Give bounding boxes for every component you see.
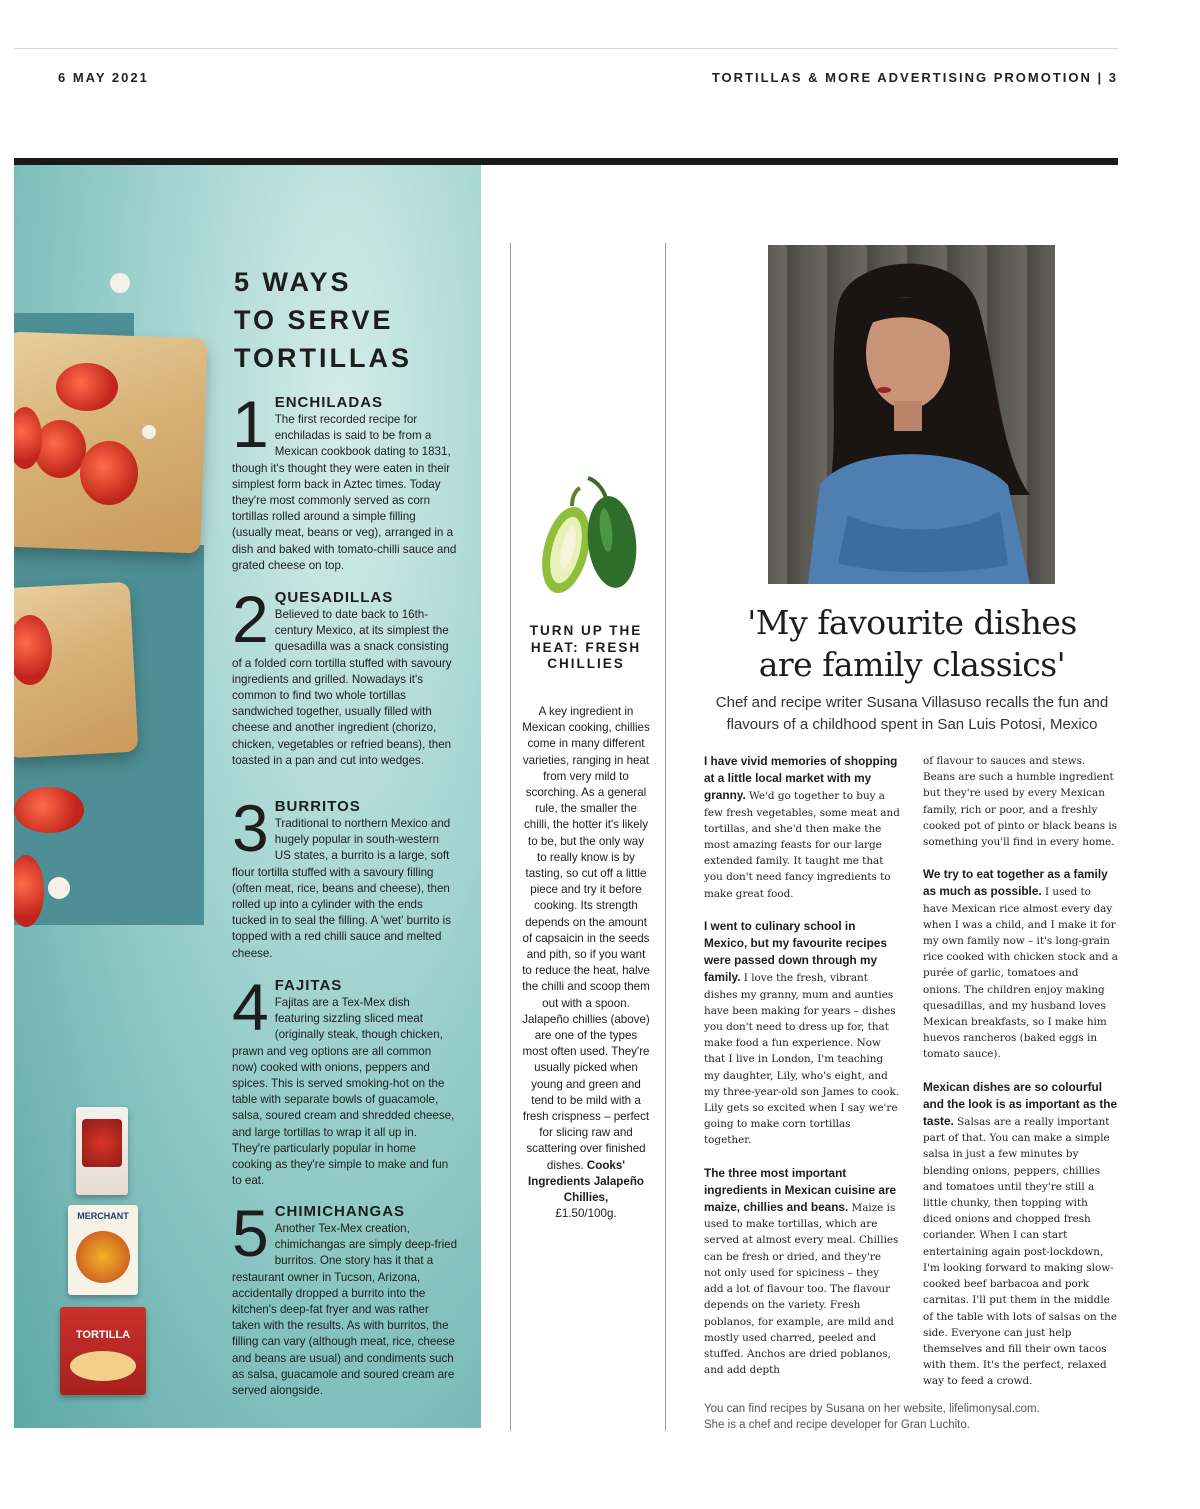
merchant-label: MERCHANT <box>77 1211 129 1221</box>
paragraph-text: Maize is used to make tortillas, which are served at almost every meal. Chillies can be fresh or dried, and they're not only used for spiciness – they add a lot of flavour too. The flavour depends on the variety. Fresh poblanos, for example, are mild and mostly used charred, peeled and stuffed. Anchos are dried poblanos, and add depth <box>704 1202 899 1377</box>
article-footnote <box>704 1401 1124 1433</box>
paragraph-text: Salsas are a really important part of that. You can make a simple salsa in just a few minutes by blending onions, peppers, chillies and tomatoes until they're still a little chunky, then topping with diced onions and chopped fresh coriander. When I can start entertaining again post-lockdown, I'm looking forward to making slow-cooked beef barbacoa and pork carnitas. I'll put them in the middle of the table with lots of salsas on the side. Everyone can just help themselves and fill their own tacos with them. It's the perfect, relaxed way to feed a crowd. <box>923 1116 1117 1388</box>
tomato-slice <box>56 363 118 411</box>
cream-drop <box>142 425 156 439</box>
column-divider <box>510 243 511 1431</box>
way-heading: FAJITAS <box>274 977 343 994</box>
way-text: The first recorded recipe for enchiladas is said to be from a Mexican cookbook dating to 1831, though it's thought they were eaten in their simplest form back in Aztec times. Today they're most commonly served as corn tortillas rolled around a simple filling (usually meat, beans or veg), arranged in a dish and baked with tomato-chilli sauce and grated cheese on top. <box>232 413 457 572</box>
article-paragraph <box>704 1165 900 1379</box>
section-rule <box>14 158 1118 165</box>
way-number: 1 <box>232 387 269 461</box>
column-divider <box>665 243 666 1431</box>
tomato-slice <box>14 787 84 833</box>
ways-title-line: 5 WAYS <box>234 267 352 297</box>
tortilla-product-pack <box>60 1307 146 1395</box>
merchant-product-pack <box>68 1205 138 1295</box>
way-number: 3 <box>232 791 269 865</box>
tomato-slice <box>34 420 86 478</box>
tortilla-label: TORTILLA <box>75 1329 131 1341</box>
article-standfirst: Chef and recipe writer Susana Villasuso recalls the fun and flavours of a childhood spent in San Luis Potosi, Mexico <box>715 694 1109 733</box>
chilli-title: TURN UP THE HEAT: FRESH CHILLIES <box>529 623 643 671</box>
ways-title <box>234 263 464 377</box>
way-number: 5 <box>232 1196 269 1270</box>
jalapeno-chillies-image <box>528 470 648 600</box>
way-heading: CHIMICHANGAS <box>274 1203 406 1220</box>
article-column-2 <box>923 753 1119 1406</box>
paragraph-lead: The three most important ingredients in Mexican cuisine are maize, chillies and beans. <box>704 1165 897 1215</box>
paragraph-text: of flavour to sauces and stews. Beans are such a humble ingredient but they're used by every Mexican family, rich or poor, and a freshly cooked pot of pinto or black beans is something you'll find in every home. <box>923 755 1118 849</box>
way-item-enchiladas <box>232 387 458 574</box>
paragraph-lead: We try to eat together as a family as much as possible. <box>923 867 1108 899</box>
article-paragraph <box>923 1079 1119 1390</box>
paragraph-text: I love the fresh, vibrant dishes my granny, mum and aunties have been making for years – dishes you don't need to dress up for, that make food a fun experience. Now that I live in London, I'm teaching my daughter, Lily, who's eight, and my three-year-old son James to cook. Lily gets so excited when I say we're going to make corn tortillas together. <box>704 972 900 1147</box>
article-paragraph <box>923 866 1119 1062</box>
tomato-product-pack <box>76 1107 128 1195</box>
way-item-burritos <box>232 791 458 962</box>
article-paragraph <box>704 918 900 1149</box>
cream-drop <box>48 877 70 899</box>
portrait-photo <box>768 245 1055 584</box>
ways-title-line: TO SERVE <box>234 305 394 335</box>
section-title: TORTILLAS & MORE ADVERTISING PROMOTION | 3 <box>711 70 1118 85</box>
way-text: Traditional to northern Mexico and hugely popular in south-western US states, a burrito is a large, soft flour tortilla stuffed with a savoury filling (often meat, rice, beans and cheese), then rolled up into a cylinder with the ends tucked in to seal the filling. A 'wet' burrito is topped with a red chilli sauce and melted cheese. <box>232 817 452 960</box>
way-number: 2 <box>232 582 269 656</box>
paragraph-text: I used to have Mexican rice almost every day when I was a child, and I make it for my own family now – it's long-grain rice cooked with chicken stock and a purée of garlic, tomatoes and onions. The children enjoy making quesadillas, and my husband loves Mexican breakfasts, so I make him huevos rancheros (baked eggs in tomato sauce). <box>923 886 1118 1061</box>
way-heading: BURRITOS <box>274 798 361 815</box>
headline-line: 'My favourite dishes <box>747 603 1077 642</box>
chilli-body <box>522 704 650 1223</box>
way-item-quesadillas <box>232 582 458 769</box>
article-column-1 <box>704 753 900 1394</box>
way-item-chimichangas <box>232 1196 458 1399</box>
article-paragraph <box>704 753 900 902</box>
way-heading: QUESADILLAS <box>274 589 394 606</box>
way-heading: ENCHILADAS <box>274 394 384 411</box>
paragraph-lead: Mexican dishes are so colourful and the look is as important as the taste. <box>923 1079 1118 1129</box>
way-text: Believed to date back to 16th-century Mexico, at its simplest the quesadilla was a snack consisting of a folded corn tortilla stuffed with savoury ingredients and grilled. Nowadays it's common to find two whole tortillas sandwiched together, usually filled with cheese and another ingredient (chorizo, chicken, vegetables or refried beans), then toasted in a pan and cut into wedges. <box>232 608 452 767</box>
paragraph-lead: I went to culinary school in Mexico, but my favourite recipes were passed down through my family. <box>704 918 887 985</box>
chilli-product: Cooks' Ingredients Jalapeño Chillies, <box>528 1158 644 1205</box>
chilli-text: A key ingredient in Mexican cooking, chillies come in many different varieties, ranging in heat from very mild to scorching. As a general rule, the smaller the chilli, the hotter it's likely to be, but the only way to really know is by tasting, so cut off a little piece and try it before cooking. Its strength depends on the amount of capsaicin in the seeds and pith, so if you want to reduce the heat, halve the chilli and scoop them out with a spoon. Jalapeño chillies (above) are one of the types most often used. They're usually picked when young and green and tend to be mild with a fresh crispness – perfect for slicing raw and scattering over finished dishes. <box>522 705 650 1172</box>
headline-line: are family classics' <box>758 645 1066 684</box>
issue-date: 6 MAY 2021 <box>58 70 149 85</box>
way-text: Fajitas are a Tex-Mex dish featuring sizzling sliced meat (originally steak, though chicken, prawn and veg options are all common now) cooked with onions, peppers and spices. This is served smoking-hot on the table with separate bowls of guacamole, salsa, soured cream and shredded cheese, and large tortillas to wrap it all up in. They're particularly popular in home cooking as they're simple to make and fun to eat. <box>232 996 455 1188</box>
top-divider <box>14 48 1118 49</box>
cream-drop <box>110 273 130 293</box>
article-headline <box>706 602 1118 686</box>
article-paragraph <box>923 753 1119 850</box>
paragraph-lead: I have vivid memories of shopping at a little local market with my granny. <box>704 754 898 803</box>
way-item-fajitas <box>232 970 458 1189</box>
ways-title-line: TORTILLAS <box>234 343 412 373</box>
paragraph-text: We'd go together to buy a few fresh vegetables, some meat and tortillas, and she'd then make the most amazing feasts for our large extended family. It taught me that you don't need fancy ingredients to make great food. <box>704 790 900 900</box>
way-text: Another Tex-Mex creation, chimichangas are simply deep-fried burritos. One story has it that a restaurant owner in Tucson, Arizona, accidentally dropped a burrito into the kitchen's deep-fat fryer and was rather taken with the results. As with burritos, the filling can vary (although meat, rice, cheese and beans are usual) and condiments such as salsa, guacamole and soured cream are served alongside. <box>232 1222 458 1398</box>
tomato-slice <box>80 441 138 505</box>
way-number: 4 <box>232 970 269 1044</box>
footnote-line: She is a chef and recipe developer for Gran Luchito. <box>704 1419 970 1431</box>
chilli-price: £1.50/100g. <box>555 1207 617 1221</box>
footnote-line: You can find recipes by Susana on her website, lifelimonysal.com. <box>704 1403 1040 1415</box>
